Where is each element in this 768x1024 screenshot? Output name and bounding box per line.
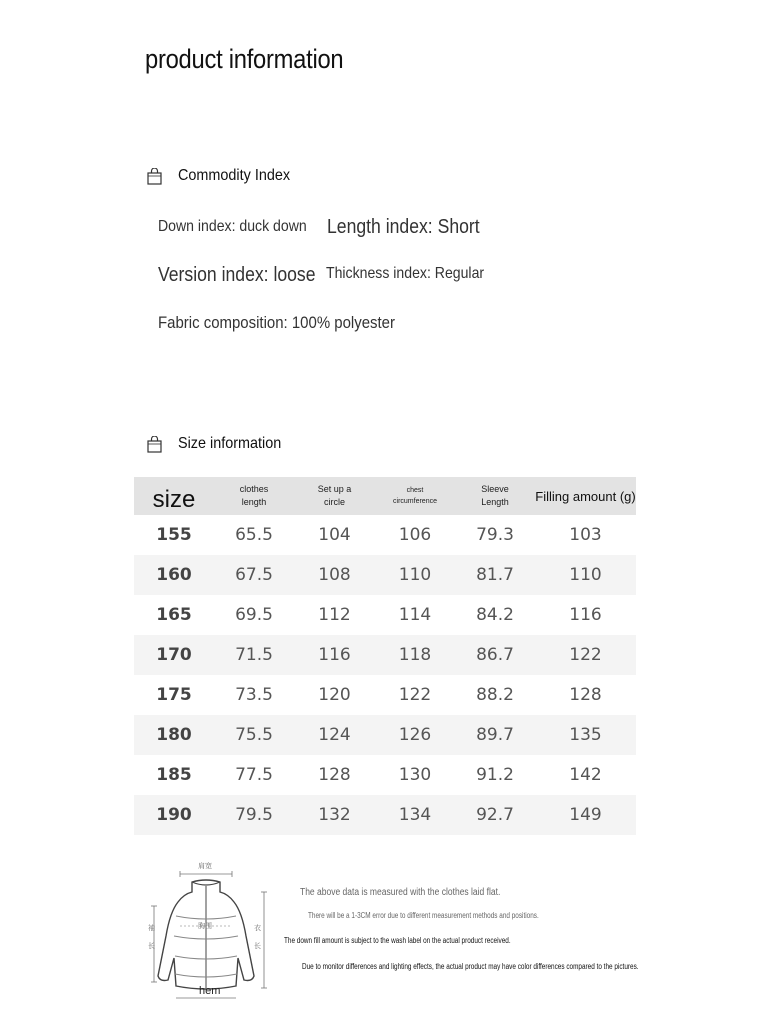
table-cell: 103 — [569, 525, 602, 545]
table-cell: 128 — [318, 765, 351, 785]
table-cell: 84.2 — [476, 605, 514, 625]
table-cell: 112 — [318, 605, 351, 625]
table-row — [134, 515, 636, 555]
shoulder-label: 肩宽 — [198, 862, 212, 870]
size-cell: 190 — [156, 805, 192, 825]
table-cell: 142 — [569, 765, 602, 785]
sleeve-label-2: 长 — [148, 942, 155, 950]
header-circle-line2: circle — [323, 497, 345, 507]
table-cell: 67.5 — [235, 565, 273, 585]
table-cell: 81.7 — [476, 565, 514, 585]
fabric-composition: Fabric composition: 100% polyester — [158, 313, 395, 332]
size-cell: 185 — [156, 765, 192, 785]
header-sleeve-line1: Sleeve — [481, 484, 509, 494]
table-cell: 65.5 — [235, 525, 273, 545]
header-filling-amount: Filling amount (g) — [535, 488, 636, 504]
size-cell: 170 — [156, 645, 192, 665]
table-cell: 77.5 — [235, 765, 273, 785]
table-cell: 149 — [569, 805, 602, 825]
table-row — [134, 595, 636, 635]
table-cell: 73.5 — [235, 685, 273, 705]
table-row — [134, 555, 636, 595]
table-cell: 110 — [569, 565, 602, 585]
down-index: Down index: duck down — [158, 218, 307, 235]
table-cell: 92.7 — [476, 805, 514, 825]
page-title: product information — [145, 44, 344, 74]
table-cell: 79.3 — [476, 525, 514, 545]
shopping-bag-icon — [147, 168, 162, 185]
table-cell: 114 — [398, 605, 432, 625]
hem-label: hem — [199, 985, 221, 997]
table-cell: 124 — [318, 725, 351, 745]
table-row — [134, 635, 636, 675]
header-clothes-length-line1: clothes — [239, 484, 269, 494]
length-label-1: 衣 — [254, 924, 261, 932]
table-cell: 79.5 — [235, 805, 273, 825]
table-cell: 71.5 — [235, 645, 273, 665]
size-table-header — [134, 477, 636, 515]
version-index: Version index: loose — [158, 264, 316, 286]
shopping-bag-icon — [147, 436, 162, 453]
table-cell: 108 — [318, 565, 351, 585]
table-row — [134, 795, 636, 835]
header-chest — [375, 485, 455, 507]
table-cell: 128 — [569, 685, 602, 705]
size-cell: 155 — [156, 525, 192, 545]
header-circle — [294, 483, 375, 509]
table-cell: 116 — [569, 605, 602, 625]
header-chest-line2: circumference — [393, 498, 437, 505]
note-down-fill: The down fill amount is subject to the wash label on the actual product received. — [284, 936, 511, 945]
size-cell: 165 — [156, 605, 192, 625]
table-cell: 120 — [318, 685, 351, 705]
table-cell: 86.7 — [476, 645, 514, 665]
sleeve-label-1: 袖 — [148, 924, 155, 932]
table-cell: 116 — [318, 645, 351, 665]
table-cell: 126 — [398, 725, 432, 745]
commodity-index-label: Commodity Index — [178, 167, 291, 184]
table-cell: 134 — [398, 805, 432, 825]
length-label-2: 长 — [254, 942, 261, 950]
header-clothes-length — [214, 483, 294, 509]
table-cell: 104 — [318, 525, 351, 545]
header-sleeve-line2: Length — [481, 497, 509, 507]
header-chest-line1: chest — [406, 487, 424, 494]
thickness-index: Thickness index: Regular — [326, 265, 485, 282]
note-laid-flat: The above data is measured with the clothes laid flat. — [300, 887, 501, 898]
table-row — [134, 715, 636, 755]
size-cell: 175 — [156, 685, 192, 705]
table-row — [134, 755, 636, 795]
size-information-label: Size information — [178, 435, 282, 452]
table-cell: 106 — [398, 525, 432, 545]
length-index: Length index: Short — [327, 216, 480, 238]
table-cell: 118 — [398, 645, 432, 665]
chest-label: 胸围 — [198, 922, 212, 930]
header-clothes-length-line2: length — [241, 497, 267, 507]
table-cell: 122 — [398, 685, 432, 705]
table-cell: 69.5 — [235, 605, 273, 625]
table-cell: 91.2 — [476, 765, 514, 785]
table-cell: 89.7 — [476, 725, 514, 745]
size-information-heading — [147, 432, 293, 456]
header-size: size — [152, 486, 196, 513]
size-table-body — [134, 515, 636, 835]
table-cell: 75.5 — [235, 725, 273, 745]
header-sleeve — [455, 483, 535, 509]
size-cell: 160 — [156, 565, 192, 585]
table-cell: 130 — [398, 765, 432, 785]
table-row — [134, 675, 636, 715]
table-cell: 135 — [569, 725, 602, 745]
size-table — [134, 477, 636, 835]
commodity-index-heading — [147, 164, 303, 188]
table-cell: 88.2 — [476, 685, 514, 705]
table-cell: 132 — [318, 805, 351, 825]
note-color-difference: Due to monitor differences and lighting effects, the actual product may have color differences compared to the pictures. — [302, 962, 639, 971]
table-cell: 110 — [398, 565, 432, 585]
header-circle-line1: Set up a — [317, 484, 352, 494]
size-cell: 180 — [156, 725, 192, 745]
table-cell: 122 — [569, 645, 602, 665]
note-measurement-error: There will be a 1-3CM error due to different measurement methods and positions. — [308, 911, 539, 920]
